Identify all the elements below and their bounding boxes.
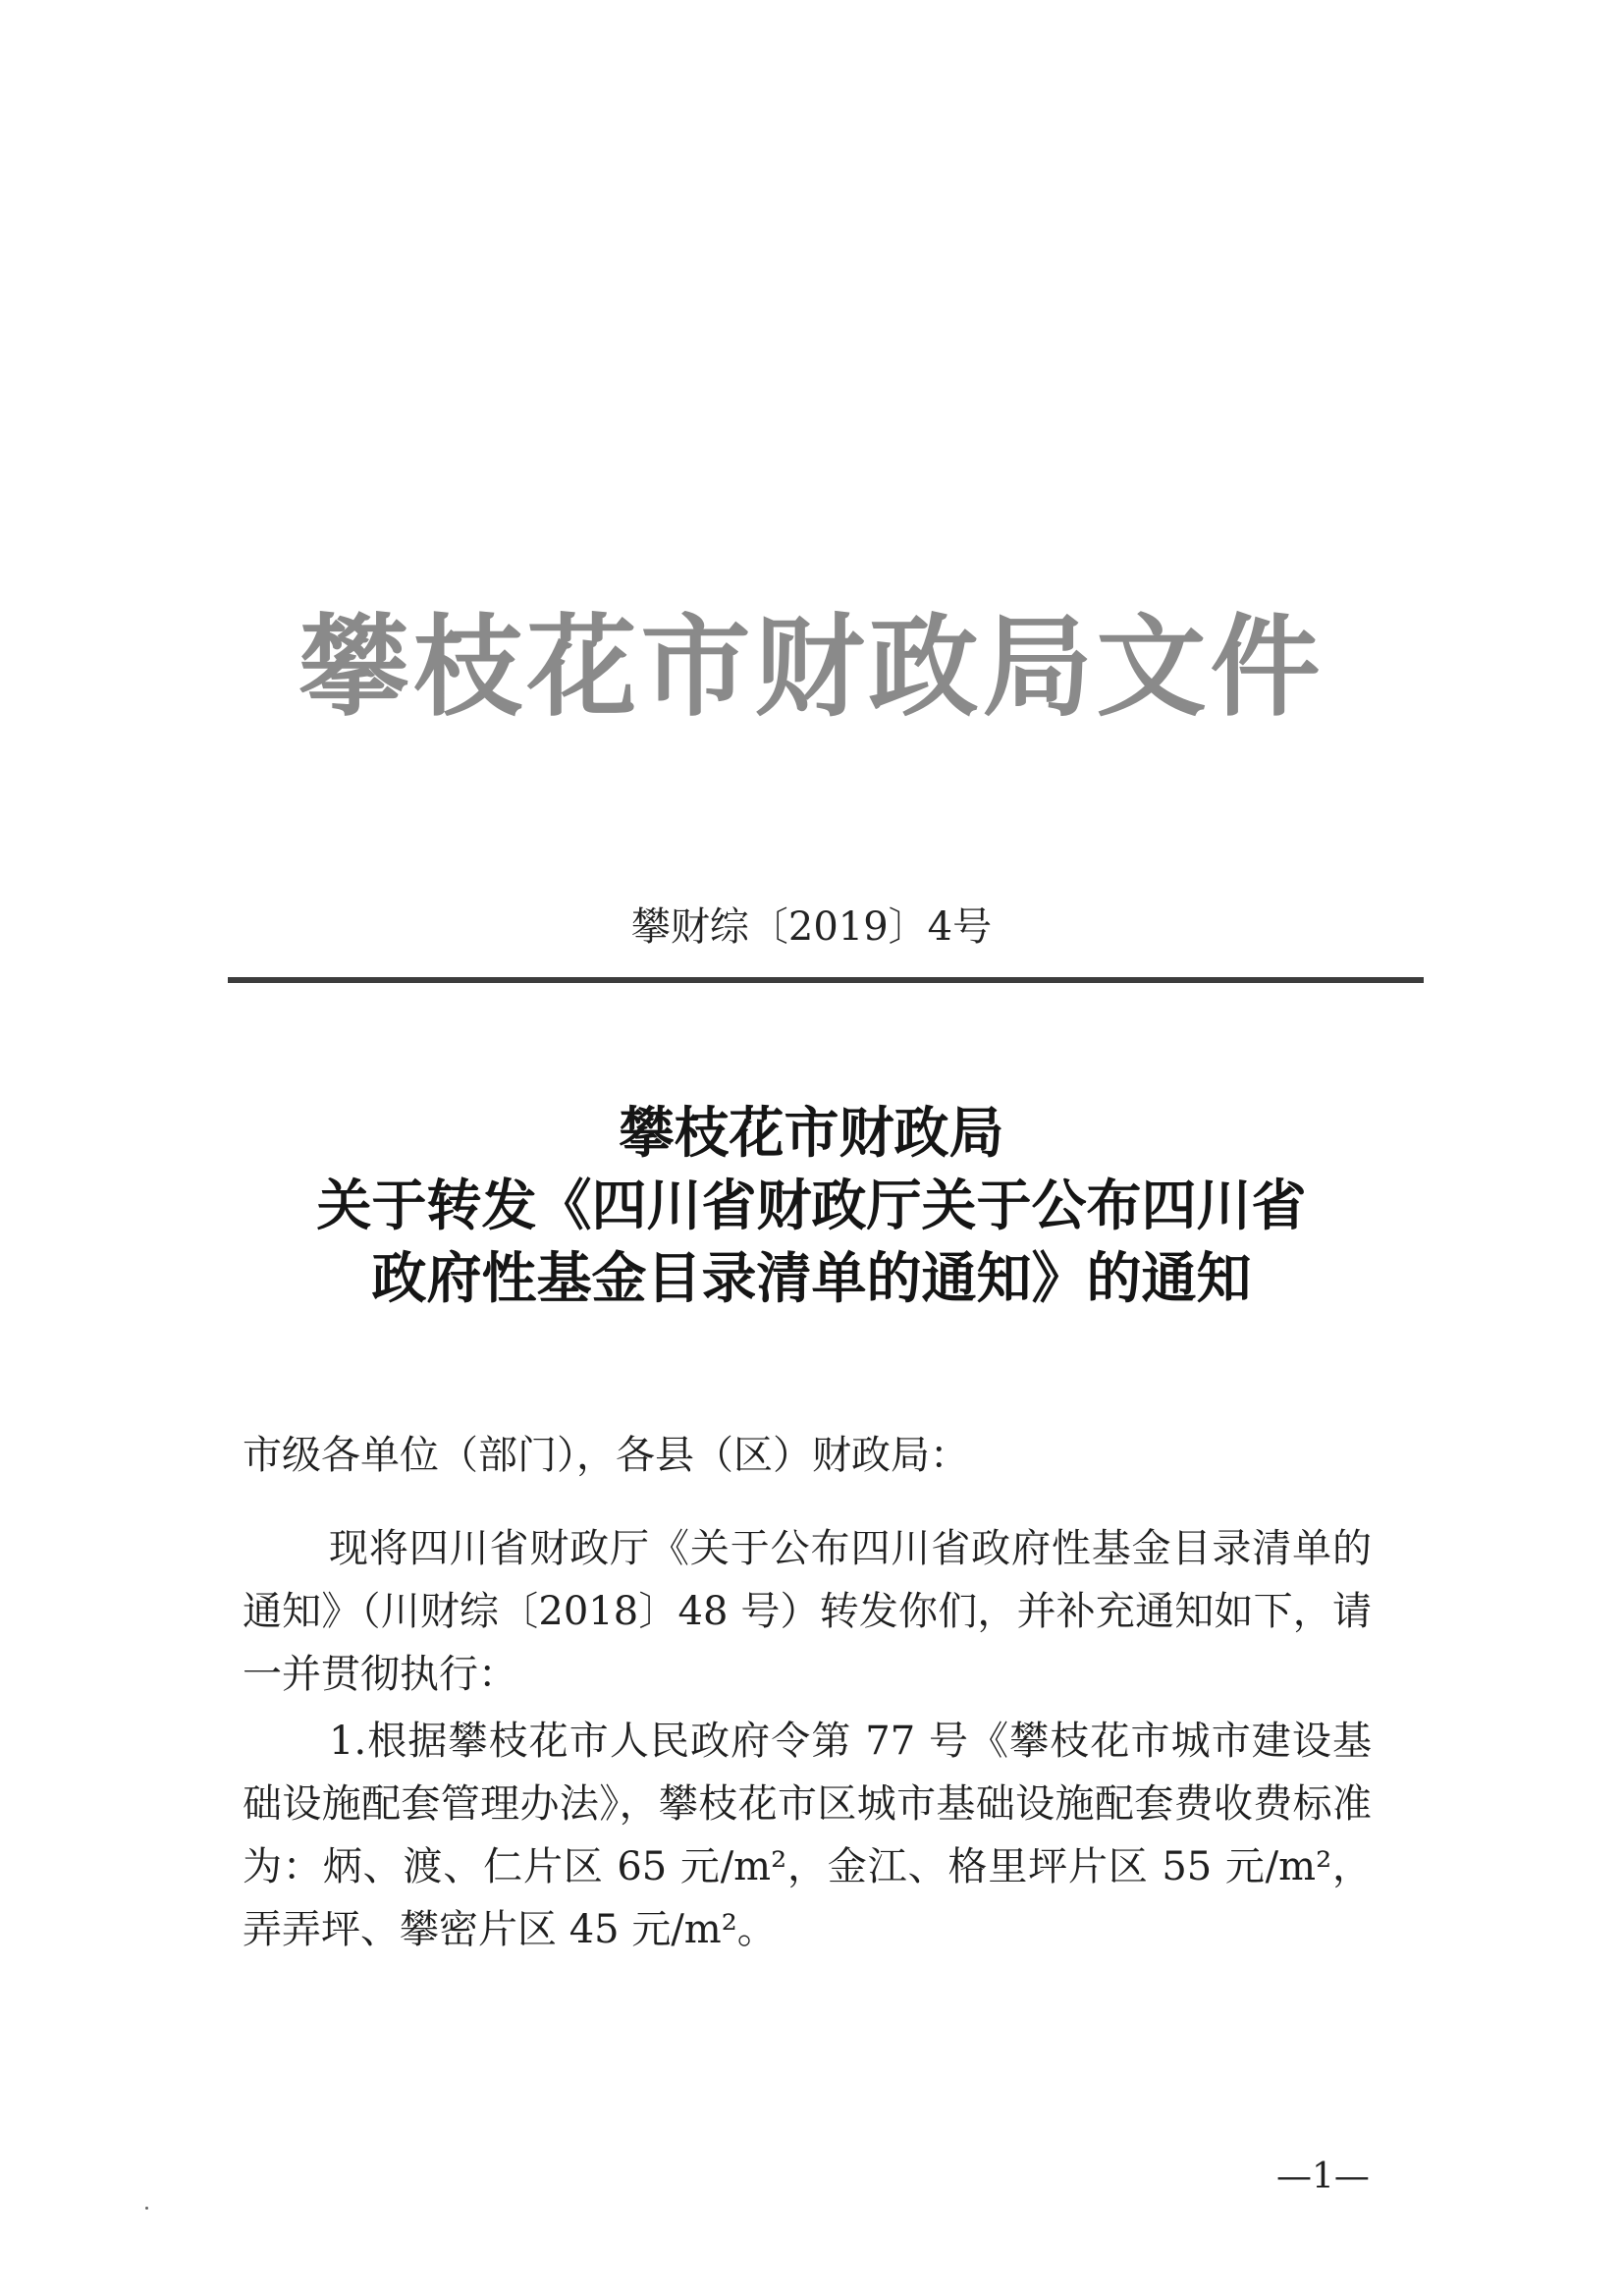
document-number: 攀财综〔2019〕4号 bbox=[630, 904, 993, 950]
body-paragraph-2: 1.根据攀枝花市人民政府令第 77 号《攀枝花市城市建设基础设施配套管理办法》，攀枝花市区城市基础设施配套费收费标准为：炳、渡、仁片区 65 元/m²，金江、格里坪片区 55 元/m²，弄弄坪、攀密片区 45 元/m²。 bbox=[243, 1719, 1372, 1952]
salutation: 市级各单位（部门），各县（区）财政局： bbox=[243, 1433, 969, 1478]
issuer-masthead: 攀枝花市财政局文件 bbox=[298, 604, 1325, 732]
scan-artifact-dot bbox=[145, 2207, 148, 2210]
document-title bbox=[0, 1098, 1623, 1316]
title-line-2: 关于转发《四川省财政厅关于公布四川省 bbox=[316, 1175, 1307, 1238]
header-separator-line bbox=[228, 977, 1424, 983]
page-number: —1— bbox=[1276, 2157, 1370, 2197]
title-line-1: 攀枝花市财政局 bbox=[619, 1102, 1004, 1166]
body-paragraph-1: 现将四川省财政厅《关于公布四川省政府性基金目录清单的通知》（川财综〔2018〕48 号）转发你们，并补充通知如下，请一并贯彻执行： bbox=[243, 1526, 1372, 1697]
title-line-3: 政府性基金目录清单的通知》的通知 bbox=[371, 1247, 1252, 1311]
